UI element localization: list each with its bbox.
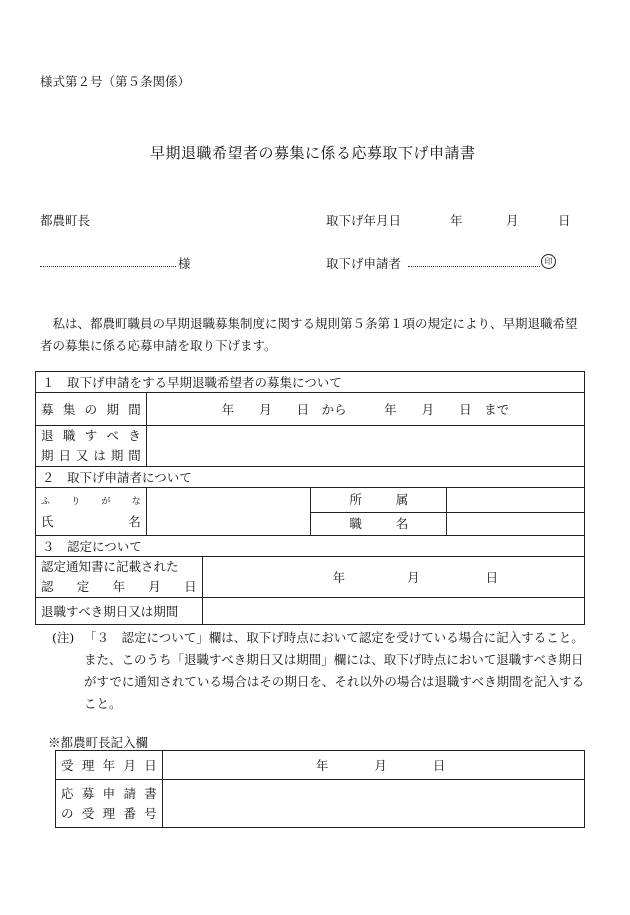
affiliation-label: 所属 <box>311 488 446 513</box>
cert-day: 日 <box>485 570 499 585</box>
cert-year: 年 <box>332 570 346 585</box>
cert-month: 月 <box>407 570 420 585</box>
name-field[interactable] <box>146 488 311 536</box>
section-1-header: １ 取下げ申請をする早期退職希望者の募集について <box>36 372 585 393</box>
addressee: 都農町長 <box>40 213 91 228</box>
application-table <box>35 371 585 625</box>
office-table <box>55 750 585 828</box>
date-year-label: 年 <box>450 213 463 228</box>
retire-date-label: 退職すべき 期日又は期間 <box>36 426 147 467</box>
office-heading: ※都農町長記入欄 <box>48 735 149 750</box>
received-date-field[interactable] <box>162 751 584 780</box>
period-label: 募集の期間 <box>36 393 147 426</box>
honorific: 様 <box>178 256 191 271</box>
note-head: (注) <box>52 630 75 645</box>
received-year: 年 <box>315 758 329 773</box>
cert-date-label: 認定通知書に記載された 認定年月日 <box>36 557 203 598</box>
position-label: 職名 <box>349 516 409 531</box>
seal-mark: 印 <box>541 253 556 269</box>
date-day-label: 日 <box>558 213 571 228</box>
retire-date-field[interactable] <box>146 426 584 467</box>
retire-date-label-2: 退職すべき期日又は期間 <box>36 598 203 625</box>
period-value: 年 月 日 から 年 月 日 まで <box>146 393 584 426</box>
document-title: 早期退職希望者の募集に係る応募取下げ申請書 <box>150 144 476 162</box>
received-date-label: 受理年月日 <box>56 751 163 780</box>
section-3-header: ３ 認定について <box>36 536 585 557</box>
section-2-header: ２ 取下げ申請者について <box>36 467 585 488</box>
applicant-label: 取下げ申請者 <box>326 256 402 271</box>
date-label: 取下げ年月日 <box>326 213 402 228</box>
position-field[interactable] <box>447 513 584 535</box>
date-month-label: 月 <box>506 213 519 228</box>
retire-date-field-2[interactable] <box>202 598 584 625</box>
note-text: 「３ 認定について」欄は、取下げ時点において認定を受けている場合に記入すること。また、このうち「退職すべき期日又は期間」欄には、取下げ時点において退職すべき期日がすでに通知されている場合はその期日を、それ以外の場合は退職すべき期間を記入すること。 <box>84 630 585 711</box>
note <box>52 627 590 715</box>
affiliation-position-fields[interactable] <box>447 488 585 536</box>
received-month: 月 <box>374 758 387 773</box>
received-day: 日 <box>432 758 446 773</box>
addressee-dotted-line <box>40 266 176 267</box>
name-label: ふりがな 氏名 <box>36 488 147 536</box>
affiliation-field[interactable] <box>447 488 584 513</box>
form-number: 様式第２号（第５条関係） <box>40 74 191 89</box>
body-paragraph: 私は、都農町職員の早期退職募集制度に関する規則第５条第１項の規定により、早期退職希望者の募集に係る応募申請を取り下げます。 <box>40 316 578 353</box>
cert-date-field[interactable] <box>202 557 584 598</box>
receipt-number-label: 応募申請書 の受理番号 <box>56 780 163 828</box>
receipt-number-field[interactable] <box>162 780 584 828</box>
applicant-dotted-line <box>408 266 540 267</box>
affiliation-position-labels <box>311 488 447 536</box>
